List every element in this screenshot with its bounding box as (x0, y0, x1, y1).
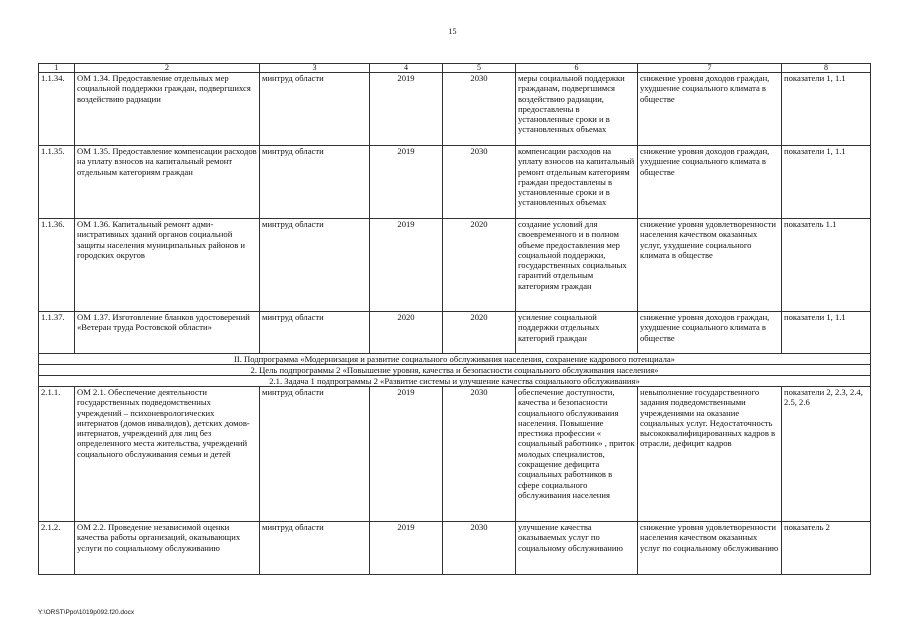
expected-result (516, 73, 638, 146)
start-year: 2019 (370, 522, 443, 575)
row-number: 1.1.35. (39, 146, 75, 219)
measure-name: ОМ 1.34. Предоставление отдельных мер социальной поддержки граждан, подвергшихся воздействию радиации (75, 73, 260, 146)
expected-result (516, 387, 638, 522)
executor: минтруд области (260, 312, 370, 354)
executor: минтруд области (260, 219, 370, 312)
table-row (39, 312, 871, 354)
start-year: 2020 (370, 312, 443, 354)
end-year: 2030 (443, 73, 516, 146)
column-number-row (39, 64, 871, 73)
column-number: 5 (443, 64, 516, 73)
expected-result-text: создание условий для своевременного и в полном объеме предоставления мер социальной поддержки, государственных социальных гарантий отдельным категориям граждан (518, 219, 627, 291)
end-year: 2030 (443, 522, 516, 575)
end-year: 2030 (443, 387, 516, 522)
subprogram-goal: 2. Цель подпрограммы 2 «Повышение уровня, качества и безопасности социального обслуживания населения» (39, 365, 871, 376)
column-number: 7 (638, 64, 782, 73)
column-number: 2 (75, 64, 260, 73)
column-number: 8 (782, 64, 871, 73)
end-year: 2020 (443, 219, 516, 312)
start-year: 2019 (370, 387, 443, 522)
consequence: невыполнение государственного задания подведомственными учреждениями на оказание социальных услуг. Недостаточность высококвалифицированных кадров в отрасли, дефицит кадров (638, 387, 782, 522)
subprogram-task: 2.1. Задача 1 подпрограммы 2 «Развитие системы и улучшение качества социального обслуживания» (39, 376, 871, 387)
indicators: показатели 1, 1.1 (782, 312, 871, 354)
measure-name: ОМ 2.1. Обеспечение деятельности государственных подведомственных учреждений – психоневрологических интернатов (домов инвалидов), детских домов-интернатов, учреждений для лиц без определенного места жительства, учреждений социального обслуживания семьи и детей (75, 387, 260, 522)
end-year: 2030 (443, 146, 516, 219)
subprogram-title: II. Подпрограмма «Модернизация и развитие социального обслуживания населения, сохранение кадрового потенциала» (39, 354, 871, 365)
indicators: показатели 2, 2.3, 2.4, 2.5, 2.6 (782, 387, 871, 522)
row-number: 2.1.1. (39, 387, 75, 522)
row-number: 1.1.37. (39, 312, 75, 354)
table-row (39, 146, 871, 219)
expected-result-text: улучшение качества оказываемых услуг по социальному обслуживанию (518, 522, 623, 553)
start-year: 2019 (370, 73, 443, 146)
column-number: 3 (260, 64, 370, 73)
expected-result-text: меры социальной поддержки гражданам, подвергшимся воздействию радиации, предоставлены в установленные сроки и в установленных объемах (518, 73, 625, 135)
expected-result (516, 146, 638, 219)
measures-table (38, 63, 871, 575)
row-number: 1.1.34. (39, 73, 75, 146)
start-year: 2019 (370, 146, 443, 219)
column-number: 4 (370, 64, 443, 73)
consequence: снижение уровня удовлетворенности населения качеством оказанных услуг по социальному обслуживанию (638, 522, 782, 575)
table-row (39, 387, 871, 522)
executor: минтруд области (260, 73, 370, 146)
end-year: 2020 (443, 312, 516, 354)
page-number: 15 (448, 27, 457, 36)
column-number: 1 (39, 64, 75, 73)
executor: минтруд области (260, 146, 370, 219)
expected-result (516, 312, 638, 354)
measure-name: ОМ 1.37. Изготовление бланков удостоверений «Ветеран труда Ростовской области» (75, 312, 260, 354)
indicators: показатель 1.1 (782, 219, 871, 312)
measure-name: ОМ 1.36. Капитальный ремонт административных зданий органов социальной защиты населения муниципальных районов и городских округов (75, 219, 260, 312)
table-row (39, 522, 871, 575)
table-row (39, 73, 871, 146)
table-row (39, 219, 871, 312)
file-path-footer: Y:\ORST\Ppo\1019p092.f20.docx (38, 609, 135, 616)
consequence: снижение уровня удовлетворенности населения качеством оказанных услуг, ухудшение социального климата в обществе (638, 219, 782, 312)
indicators: показатели 1, 1.1 (782, 146, 871, 219)
expected-result (516, 219, 638, 312)
section-row (39, 354, 871, 365)
expected-result-text: усиление социальной поддержки отдельных категорий граждан (518, 312, 600, 343)
expected-result-text: компенсации расходов на уплату взносов на капитальный ремонт отдельным категориям граждан предоставлены в установленные сроки и в установленных объемах (518, 146, 635, 208)
column-number: 6 (516, 64, 638, 73)
expected-result-text: обеспечение доступности, качества и безопасности социального обслуживания населения. Повышение престижа профессии « социальный работник» , приток молодых специалистов, сокращение дефицита социальных работников в сфере социального обслуживания населения (518, 387, 635, 500)
consequence: снижение уровня доходов граждан, ухудшение социального климата в обществе (638, 146, 782, 219)
section-row (39, 376, 871, 387)
indicators: показатель 2 (782, 522, 871, 575)
start-year: 2019 (370, 219, 443, 312)
consequence: снижение уровня доходов граждан, ухудшение социального климата в обществе (638, 312, 782, 354)
expected-result (516, 522, 638, 575)
consequence: снижение уровня доходов граждан, ухудшение социального климата в обществе (638, 73, 782, 146)
executor: минтруд области (260, 522, 370, 575)
section-row (39, 365, 871, 376)
indicators: показатели 1, 1.1 (782, 73, 871, 146)
measure-name: ОМ 1.35. Предоставление компенсации расходов на уплату взносов на капитальный ремонт отдельным категориям граждан (75, 146, 260, 219)
row-number: 1.1.36. (39, 219, 75, 312)
executor: минтруд области (260, 387, 370, 522)
measure-name: ОМ 2.2. Проведение независимой оценки качества работы организаций, оказывающих услуги по социальному обслуживанию (75, 522, 260, 575)
row-number: 2.1.2. (39, 522, 75, 575)
